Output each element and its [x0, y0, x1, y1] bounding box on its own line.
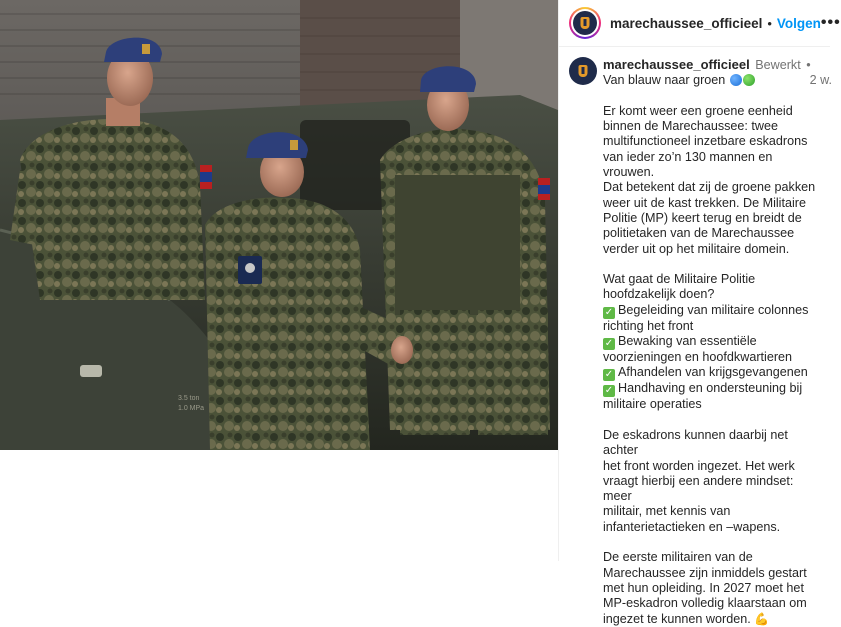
caption-avatar[interactable] [569, 57, 597, 85]
check-mark-icon: ✓ [604, 385, 614, 397]
task-item: ✓ Afhandelen van krijgsgevangenen [604, 365, 808, 381]
more-options-icon[interactable]: ••• [820, 14, 841, 31]
caption-paragraph-3: De eerste militairen van de Marechaussee zijn inmiddels gestart met hun opleiding. In 2027 moet het MP-eskadron volledig klaarstaan om ingezet te kunnen worden. 💪 [603, 550, 807, 626]
caption-title: Van blauw naar groen [603, 73, 820, 88]
check-mark-icon: ✓ [604, 338, 614, 350]
post-photo[interactable] [0, 0, 558, 450]
soldiers-photo [0, 0, 558, 450]
caption-header: marechaussee_officieel Bewerkt • 2 w. [603, 57, 832, 88]
header-separator: • [767, 15, 772, 31]
profile-avatar [573, 11, 597, 35]
task-item: ✓ Handhaving en ondersteuning bij [604, 381, 803, 397]
task-item: ✓ Begeleiding van militaire colonnes [604, 302, 809, 318]
post-caption [559, 47, 830, 627]
check-mark-icon: ✓ [604, 369, 614, 381]
marechaussee-logo-icon [581, 17, 590, 29]
caption-question: Wat gaat de Militaire Politie hoofdzakelijk doen? [603, 272, 756, 302]
caption-paragraph-1: Er komt weer een groene eenheid binnen de Marechaussee: twee multifunctioneel inzetbare eskadrons van ieder zo’n 130 mannen en vrouwen. Dat betekent dat zij de groene pakken weer uit de kast trekken. De Militaire Politie (MP) keert terug en breidt de politietaken van de Marechaussee verder uit op het militaire domein. [603, 103, 816, 256]
post-time[interactable]: 2 w. [809, 73, 832, 88]
svg-text:1.0 MPa: 1.0 MPa [178, 405, 205, 412]
marechaussee-logo-icon [579, 65, 588, 77]
flexed-biceps-emoji-icon: 💪 [754, 611, 770, 626]
task-list: ✓ Begeleiding van militaire colonnes richting het front ✓ Bewaking van essentiële voorzieningen en hoofdkwartieren ✓ Afhandelen van krijgsgevangenen ✓ Handhaving en ondersteuning bij militaire operaties [603, 303, 820, 413]
check-mark-icon: ✓ [604, 306, 614, 318]
follow-button[interactable]: Volgen [776, 15, 821, 31]
post-side-panel [558, 0, 841, 626]
story-ring[interactable] [569, 7, 601, 39]
caption-username[interactable]: marechaussee_officieel [603, 57, 750, 72]
svg-text:3.5 ton: 3.5 ton [178, 395, 200, 402]
edited-label: Bewerkt [755, 58, 801, 72]
post-header [559, 0, 841, 47]
caption-paragraph-2: De eskadrons kunnen daarbij net achter het front worden ingezet. Het werk vraagt hierbij een andere mindset: meer militair, met kennis van infanterietactieken en –wapens. [603, 427, 795, 534]
green-circle-emoji-icon [743, 74, 755, 86]
header-username[interactable]: marechaussee_officieel [610, 15, 763, 31]
caption-body [603, 57, 832, 627]
blue-circle-emoji-icon [730, 74, 742, 86]
task-item: ✓ Bewaking van essentiële [604, 334, 757, 350]
